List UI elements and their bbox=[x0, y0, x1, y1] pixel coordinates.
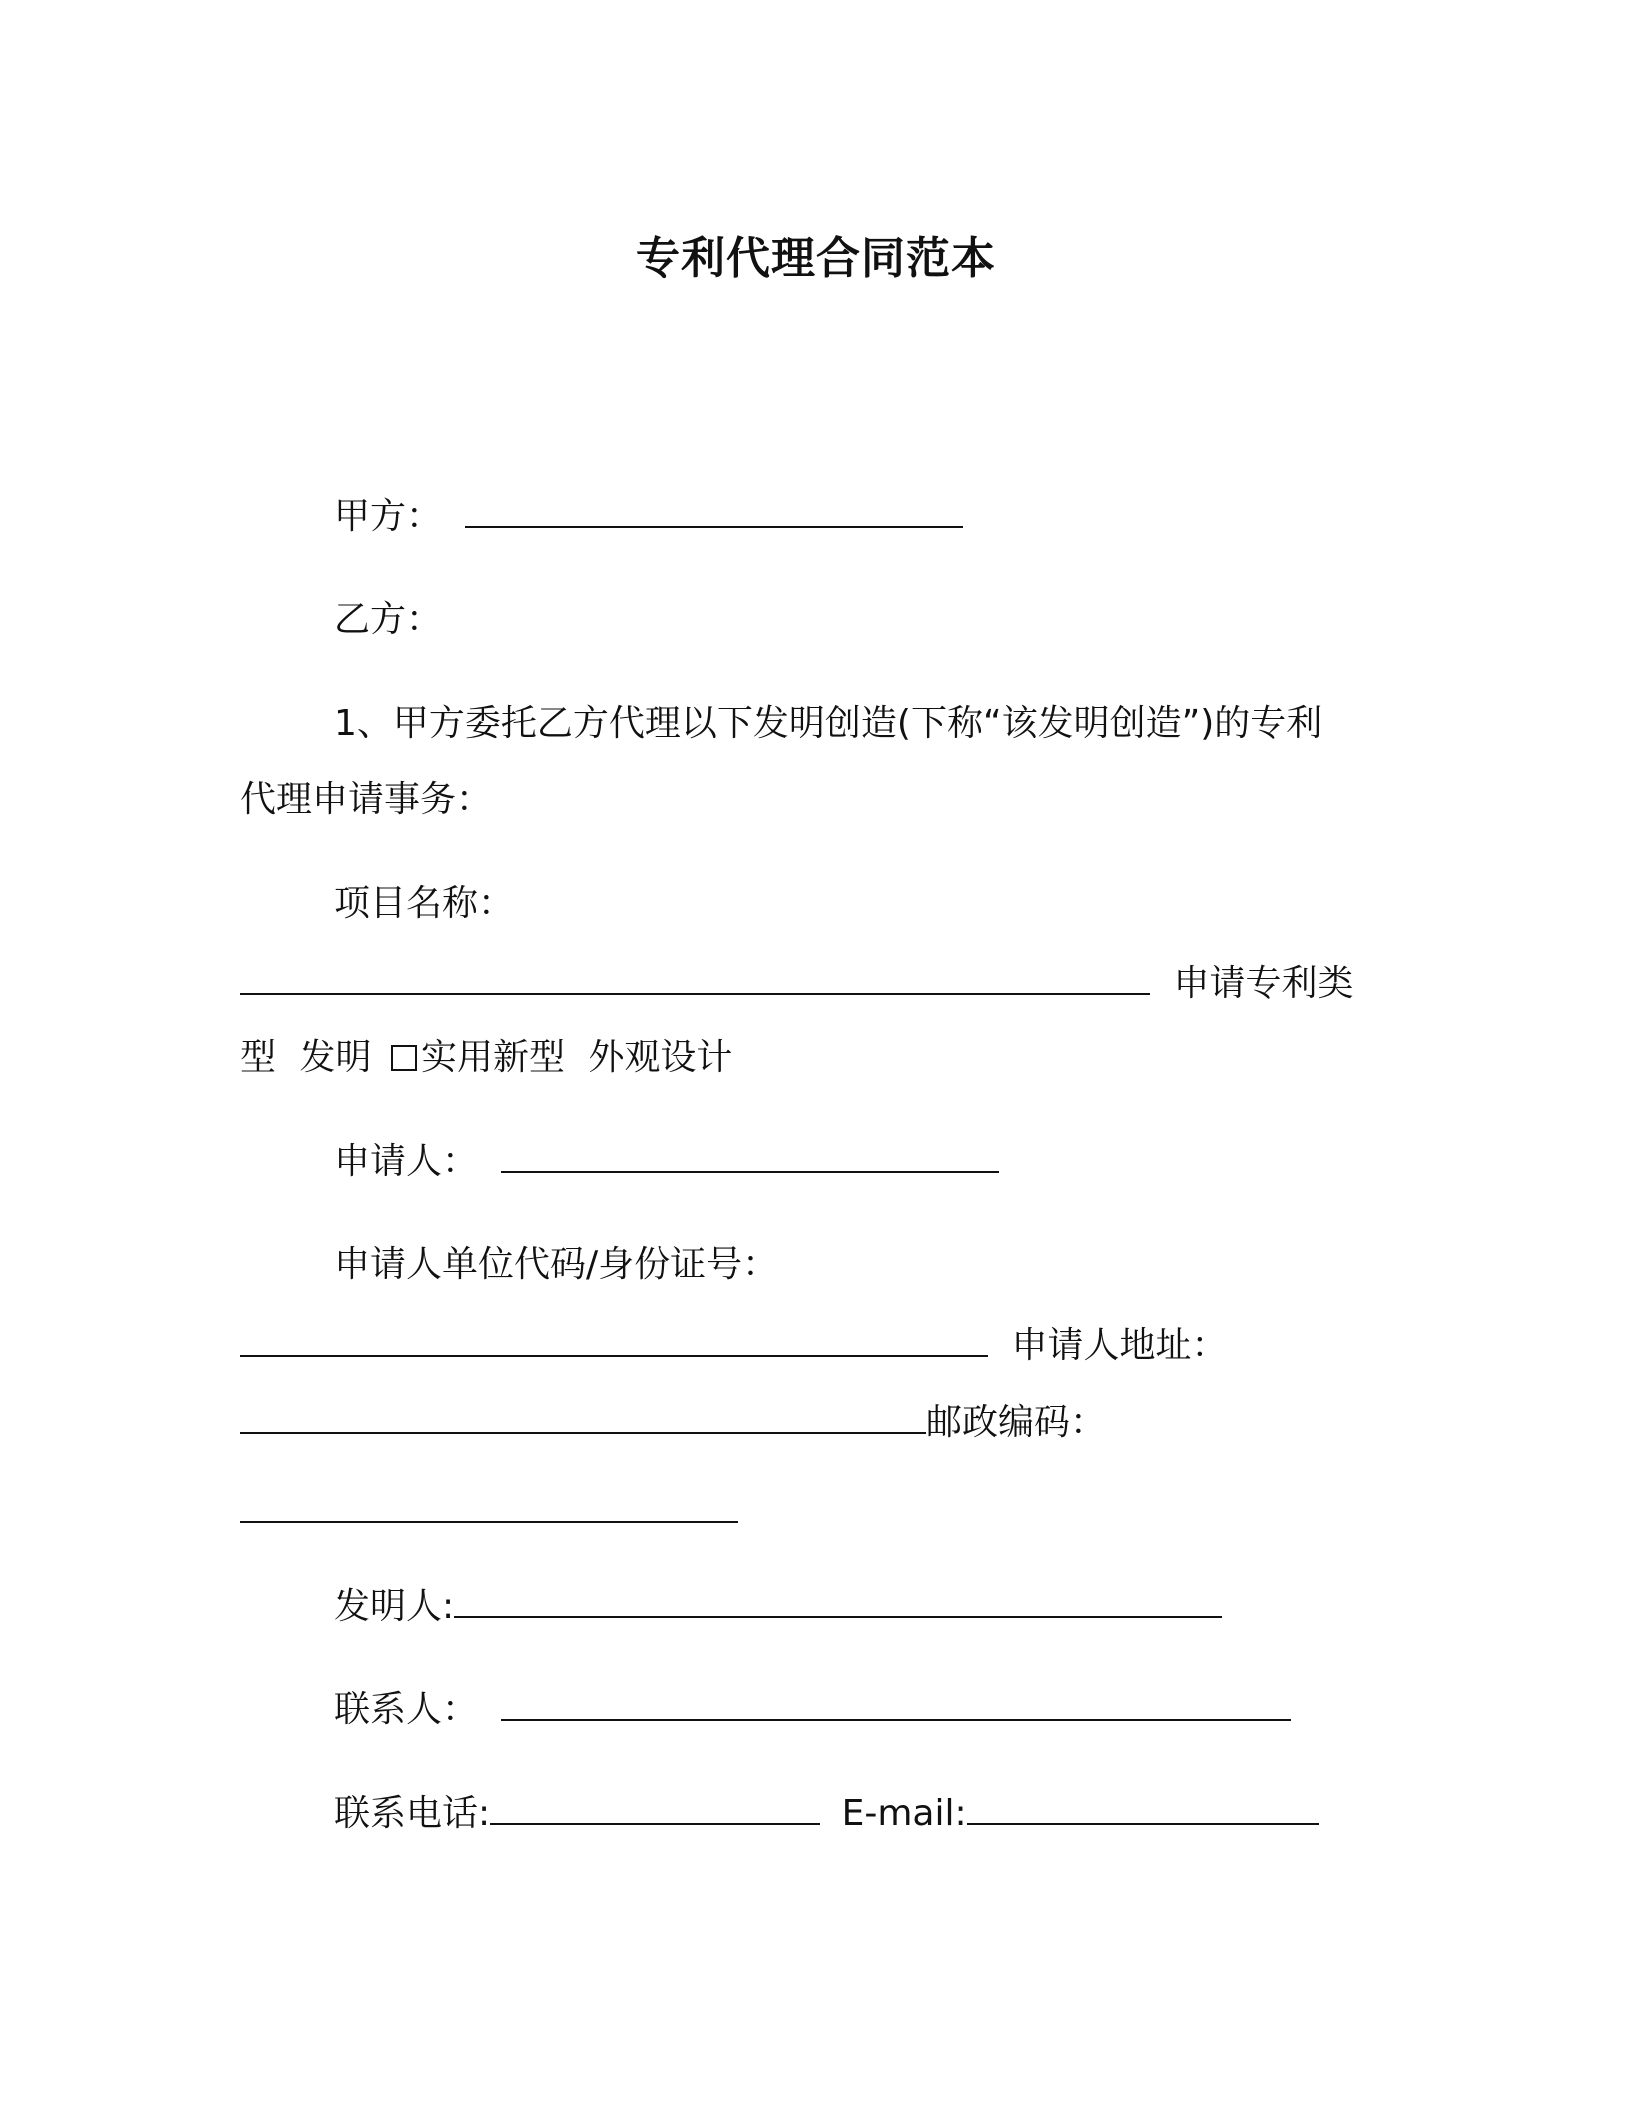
applicant-id-label: 申请人单位代码/身份证号： bbox=[334, 1244, 779, 1285]
postal-code-field-row bbox=[240, 1490, 738, 1534]
party-a-row bbox=[334, 495, 963, 539]
project-name-field-row bbox=[240, 962, 1353, 1006]
applicant-address-label: 申请人地址： bbox=[1011, 1325, 1228, 1366]
clause-1-line-1 bbox=[334, 702, 1322, 746]
patent-type-label-cont: 型 bbox=[240, 1037, 277, 1078]
patent-type-row bbox=[240, 1036, 732, 1080]
contact-row bbox=[334, 1688, 1291, 1732]
party-a-field[interactable] bbox=[465, 496, 963, 528]
applicant-field[interactable] bbox=[501, 1141, 999, 1173]
postal-code-field[interactable] bbox=[240, 1491, 738, 1523]
clause-1-text-2: 代理申请事务： bbox=[240, 779, 493, 820]
party-b-row bbox=[334, 598, 442, 642]
phone-label: 联系电话: bbox=[334, 1793, 491, 1834]
applicant-row bbox=[334, 1140, 999, 1184]
contact-field[interactable] bbox=[501, 1689, 1291, 1721]
clause-1-text-1: 1、甲方委托乙方代理以下发明创造(下称“该发明创造”)的专利 bbox=[334, 703, 1323, 744]
type-utility-option[interactable]: 实用新型 bbox=[420, 1037, 565, 1078]
project-name-row bbox=[334, 882, 514, 926]
inventor-label: 发明人: bbox=[334, 1586, 455, 1627]
project-name-label: 项目名称： bbox=[334, 883, 515, 924]
party-a-label: 甲方： bbox=[334, 496, 443, 537]
inventor-row bbox=[334, 1585, 1222, 1629]
inventor-field[interactable] bbox=[454, 1586, 1222, 1618]
applicant-address-field-row bbox=[240, 1401, 1106, 1445]
phone-field[interactable] bbox=[490, 1793, 820, 1825]
applicant-id-field-row bbox=[240, 1324, 1227, 1368]
utility-model-checkbox[interactable] bbox=[391, 1045, 417, 1071]
type-design-option[interactable]: 外观设计 bbox=[588, 1037, 733, 1078]
phone-email-row bbox=[334, 1792, 1319, 1836]
patent-type-label: 申请专利类 bbox=[1173, 963, 1354, 1004]
type-invention-option[interactable]: 发明 bbox=[299, 1037, 372, 1078]
postal-code-label: 邮政编码： bbox=[926, 1402, 1107, 1443]
party-b-label: 乙方： bbox=[334, 599, 443, 640]
email-label: E-mail: bbox=[841, 1793, 967, 1834]
applicant-id-field[interactable] bbox=[240, 1325, 988, 1357]
applicant-label: 申请人： bbox=[334, 1141, 479, 1182]
contact-label: 联系人： bbox=[334, 1689, 479, 1730]
page-title: 专利代理合同范本 bbox=[636, 233, 996, 284]
applicant-address-field[interactable] bbox=[240, 1402, 926, 1434]
clause-1-line-2 bbox=[240, 778, 492, 822]
project-name-field[interactable] bbox=[240, 963, 1150, 995]
email-field[interactable] bbox=[967, 1793, 1319, 1825]
applicant-id-row bbox=[334, 1243, 778, 1287]
